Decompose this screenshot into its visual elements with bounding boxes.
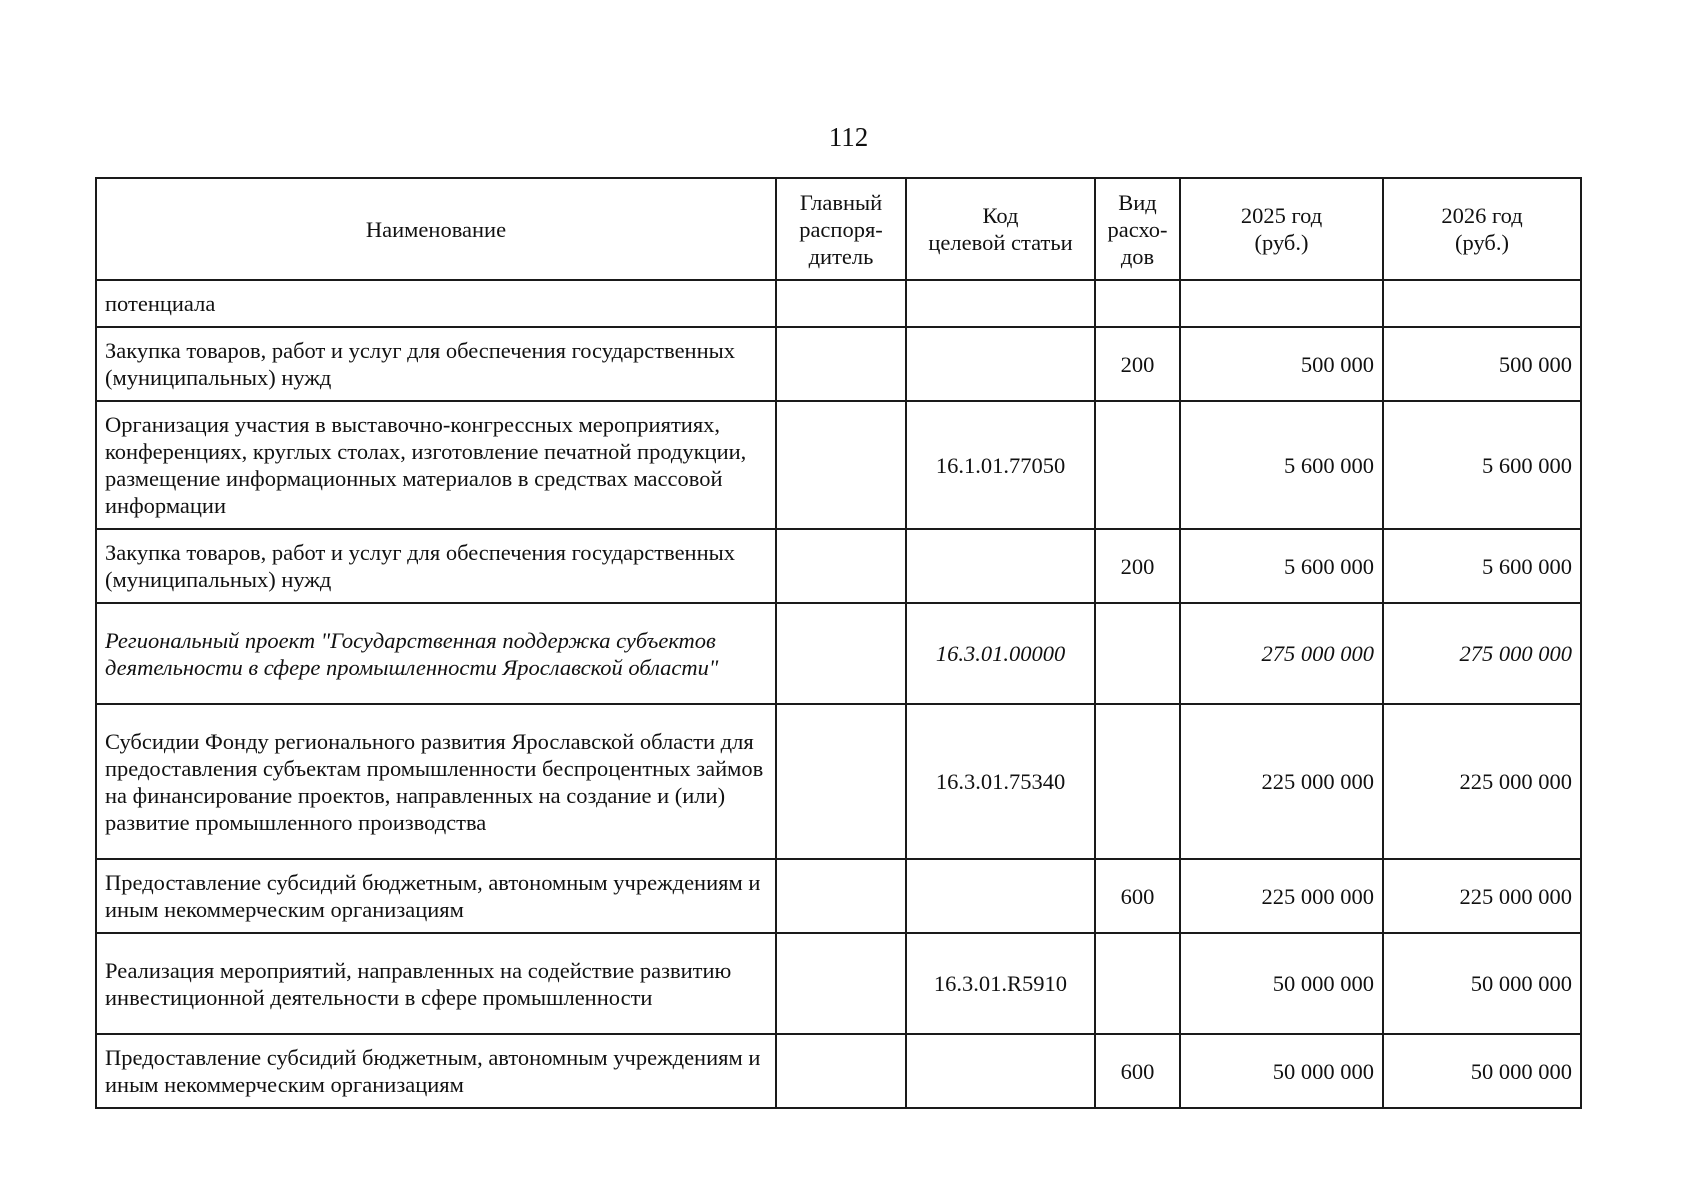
cell-2026: 5 600 000 <box>1383 401 1581 529</box>
table-row <box>96 603 1581 704</box>
cell-2025: 50 000 000 <box>1180 1034 1383 1108</box>
cell-name: Организация участия в выставочно-конгрессных мероприятиях, конференциях, круглых столах, изготовление печатной продукции, размещение информационных материалов в средствах массовой информации <box>96 401 776 529</box>
cell-kind <box>1095 280 1180 327</box>
cell-2026: 225 000 000 <box>1383 859 1581 933</box>
table-row <box>96 280 1581 327</box>
table-header-row <box>96 178 1581 280</box>
cell-2025: 225 000 000 <box>1180 859 1383 933</box>
cell-code: 16.3.01.75340 <box>906 704 1095 859</box>
cell-kind <box>1095 704 1180 859</box>
cell-kind <box>1095 401 1180 529</box>
table-row <box>96 704 1581 859</box>
cell-kind <box>1095 933 1180 1034</box>
column-header-manager: Главный распоря- дитель <box>776 178 906 280</box>
cell-2026 <box>1383 280 1581 327</box>
cell-2026: 50 000 000 <box>1383 1034 1581 1108</box>
budget-table <box>95 177 1582 1109</box>
cell-kind <box>1095 603 1180 704</box>
page-number: 112 <box>828 122 869 152</box>
table-row <box>96 327 1581 401</box>
table-row <box>96 401 1581 529</box>
cell-kind: 200 <box>1095 529 1180 603</box>
cell-2025: 500 000 <box>1180 327 1383 401</box>
cell-manager <box>776 933 906 1034</box>
cell-2025: 50 000 000 <box>1180 933 1383 1034</box>
cell-name: Закупка товаров, работ и услуг для обеспечения государственных (муниципальных) нужд <box>96 529 776 603</box>
cell-2025 <box>1180 280 1383 327</box>
cell-code <box>906 327 1095 401</box>
table-row <box>96 859 1581 933</box>
cell-kind: 600 <box>1095 1034 1180 1108</box>
cell-2025: 275 000 000 <box>1180 603 1383 704</box>
column-header-2025: 2025 год (руб.) <box>1180 178 1383 280</box>
cell-name: Предоставление субсидий бюджетным, автономным учреждениям и иным некоммерческим организациям <box>96 859 776 933</box>
cell-2025: 225 000 000 <box>1180 704 1383 859</box>
cell-name: потенциала <box>96 280 776 327</box>
cell-manager <box>776 529 906 603</box>
table-row <box>96 1034 1581 1108</box>
cell-manager <box>776 327 906 401</box>
column-header-kind: Вид расхо- дов <box>1095 178 1180 280</box>
cell-manager <box>776 401 906 529</box>
cell-manager <box>776 1034 906 1108</box>
cell-2026: 275 000 000 <box>1383 603 1581 704</box>
cell-code: 16.3.01.R5910 <box>906 933 1095 1034</box>
cell-name: Предоставление субсидий бюджетным, автономным учреждениям и иным некоммерческим организациям <box>96 1034 776 1108</box>
cell-2026: 225 000 000 <box>1383 704 1581 859</box>
cell-name: Реализация мероприятий, направленных на содействие развитию инвестиционной деятельности в сфере промышленности <box>96 933 776 1034</box>
cell-2026: 5 600 000 <box>1383 529 1581 603</box>
cell-code <box>906 1034 1095 1108</box>
column-header-code: Код целевой статьи <box>906 178 1095 280</box>
cell-code <box>906 859 1095 933</box>
table-row <box>96 529 1581 603</box>
cell-code <box>906 280 1095 327</box>
cell-2025: 5 600 000 <box>1180 401 1383 529</box>
cell-manager <box>776 704 906 859</box>
cell-manager <box>776 603 906 704</box>
cell-2026: 500 000 <box>1383 327 1581 401</box>
cell-2025: 5 600 000 <box>1180 529 1383 603</box>
cell-name: Региональный проект "Государственная поддержка субъектов деятельности в сфере промышленности Ярославской области" <box>96 603 776 704</box>
cell-code: 16.3.01.00000 <box>906 603 1095 704</box>
column-header-2026: 2026 год (руб.) <box>1383 178 1581 280</box>
cell-code <box>906 529 1095 603</box>
table-row <box>96 933 1581 1034</box>
cell-2026: 50 000 000 <box>1383 933 1581 1034</box>
cell-name: Закупка товаров, работ и услуг для обеспечения государственных (муниципальных) нужд <box>96 327 776 401</box>
cell-kind: 200 <box>1095 327 1180 401</box>
column-header-name: Наименование <box>96 178 776 280</box>
cell-name: Субсидии Фонду регионального развития Ярославской области для предоставления субъектам промышленности беспроцентных займов на финансирование проектов, направленных на создание и (или) развитие промышленного производства <box>96 704 776 859</box>
cell-code: 16.1.01.77050 <box>906 401 1095 529</box>
cell-manager <box>776 280 906 327</box>
cell-kind: 600 <box>1095 859 1180 933</box>
cell-manager <box>776 859 906 933</box>
